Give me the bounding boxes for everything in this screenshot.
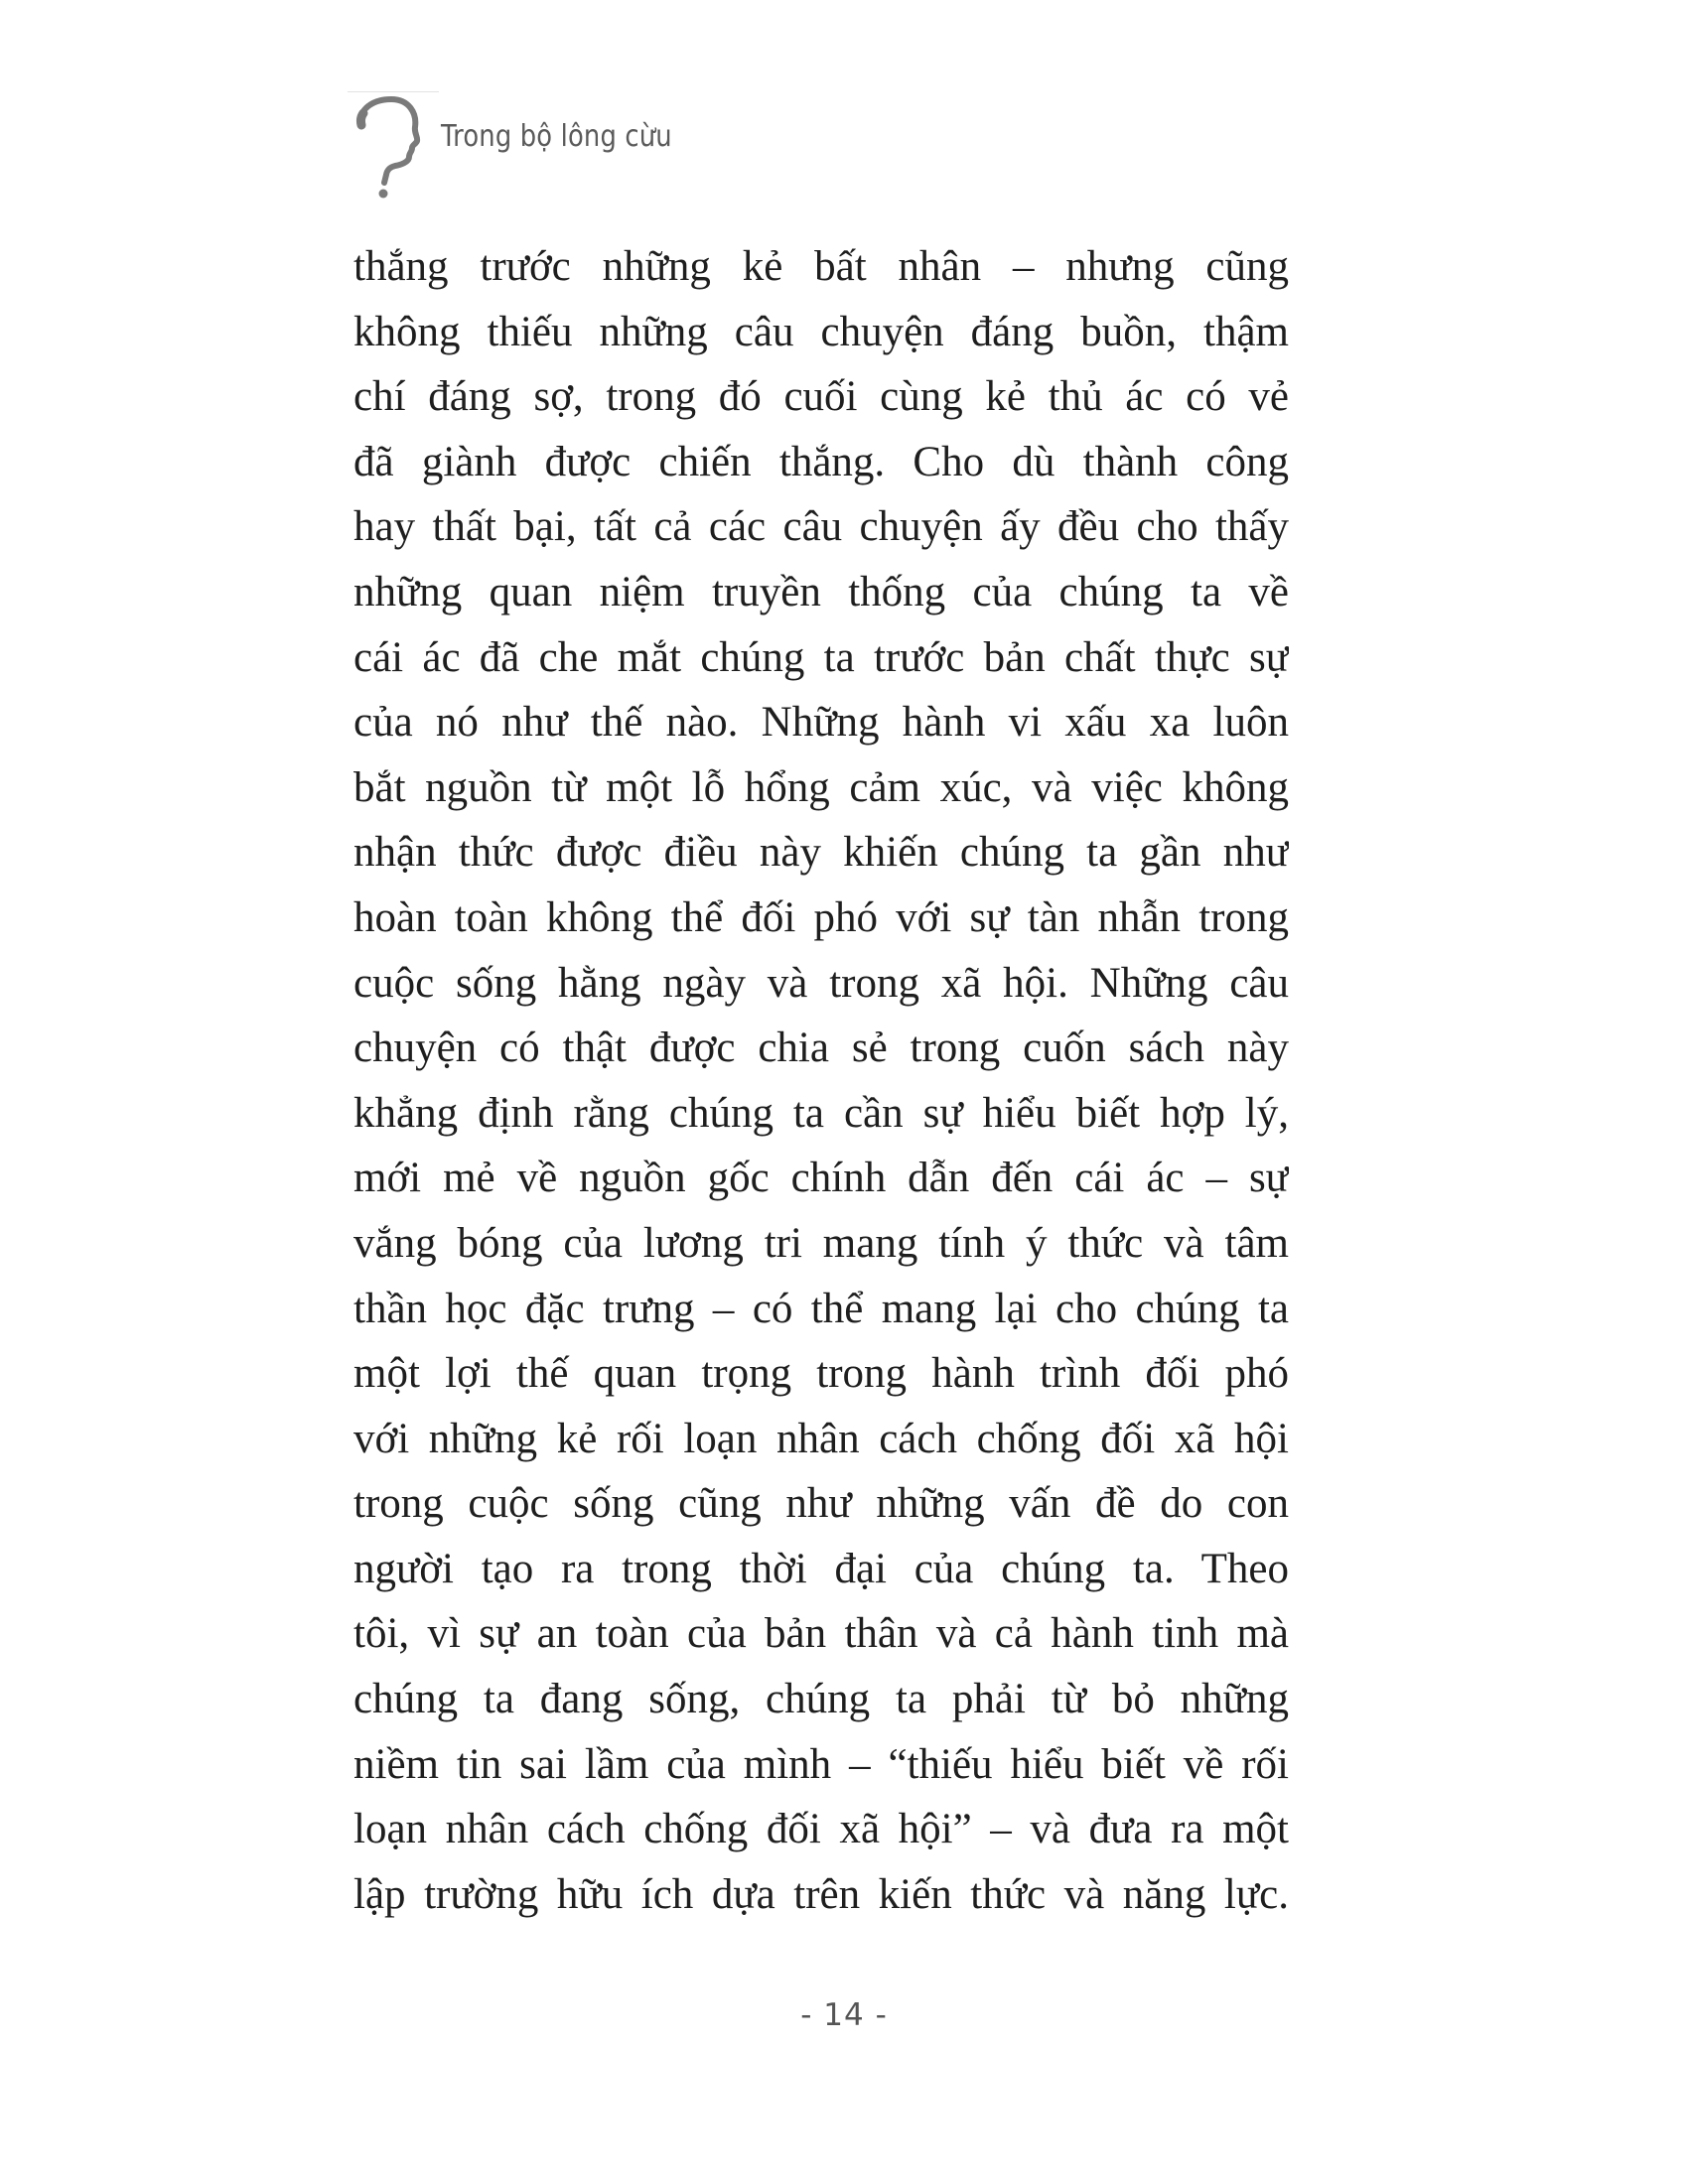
- text-line: những quan niệm truyền thống của chúng ta về: [353, 568, 1289, 615]
- text-line: người tạo ra trong thời đại của chúng ta. Theo: [353, 1545, 1289, 1592]
- text-line: lập trường hữu ích dựa trên kiến thức và năng lực.: [353, 1870, 1289, 1918]
- text-line: chuyện có thật được chia sẻ trong cuốn sách này: [353, 1024, 1289, 1072]
- text-line: thắng trước những kẻ bất nhân – nhưng cũng: [353, 243, 1289, 290]
- page-number: - 14 -: [800, 1997, 888, 2033]
- question-mark-head-profile-icon: [352, 95, 431, 199]
- text-line: với những kẻ rối loạn nhân cách chống đối xã hội: [353, 1415, 1289, 1462]
- text-line: khẳng định rằng chúng ta cần sự hiểu biết hợp lý,: [353, 1089, 1289, 1137]
- text-line: của nó như thế nào. Những hành vi xấu xa luôn: [353, 699, 1289, 747]
- text-line: loạn nhân cách chống đối xã hội” – và đưa ra một: [353, 1806, 1289, 1853]
- text-line: cái ác đã che mắt chúng ta trước bản chất thực sự: [353, 633, 1289, 681]
- text-line: cuộc sống hằng ngày và trong xã hội. Những câu: [353, 959, 1289, 1007]
- text-line: một lợi thế quan trọng trong hành trình đối phó: [353, 1350, 1289, 1398]
- running-title: Trong bộ lông cừu: [441, 119, 672, 154]
- running-header: [338, 87, 1033, 197]
- text-line: thần học đặc trưng – có thể mang lại cho chúng ta: [353, 1285, 1289, 1332]
- header-rule: [348, 91, 439, 92]
- text-line: chí đáng sợ, trong đó cuối cùng kẻ thủ ác có vẻ: [353, 373, 1289, 421]
- text-line: mới mẻ về nguồn gốc chính dẫn đến cái ác – sự: [353, 1155, 1289, 1202]
- text-line: bắt nguồn từ một lỗ hổng cảm xúc, và việc không: [353, 763, 1289, 811]
- text-line: tôi, vì sự an toàn của bản thân và cả hành tinh mà: [353, 1610, 1289, 1658]
- text-line: niềm tin sai lầm của mình – “thiếu hiểu biết về rối: [353, 1740, 1289, 1788]
- text-line: chúng ta đang sống, chúng ta phải từ bỏ những: [353, 1676, 1289, 1723]
- text-line: vắng bóng của lương tri mang tính ý thức và tâm: [353, 1219, 1289, 1267]
- text-line: trong cuộc sống cũng như những vấn đề do con: [353, 1480, 1289, 1528]
- text-line: nhận thức được điều này khiến chúng ta gần như: [353, 829, 1289, 877]
- body-text: [353, 234, 1289, 1927]
- text-line: đã giành được chiến thắng. Cho dù thành công: [353, 438, 1289, 485]
- text-line: không thiếu những câu chuyện đáng buồn, thậm: [353, 308, 1289, 355]
- text-line: hay thất bại, tất cả các câu chuyện ấy đều cho thấy: [353, 503, 1289, 551]
- text-line: hoàn toàn không thể đối phó với sự tàn nhẫn trong: [353, 893, 1289, 941]
